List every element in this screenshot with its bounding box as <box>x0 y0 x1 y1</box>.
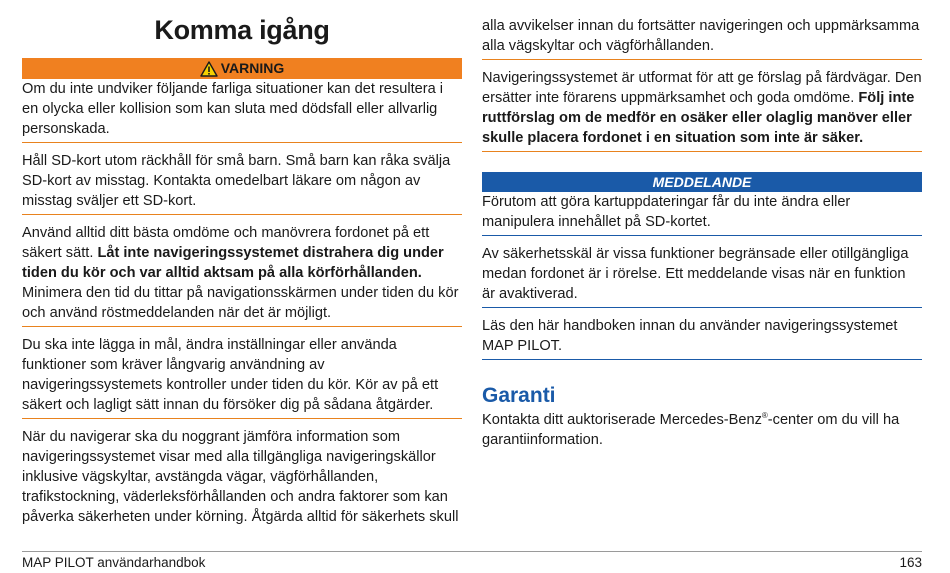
paragraph-text: Navigeringssystemet är utformat för att ge förslag på färdvägar. Den ersätter inte förarens uppmärksamhet och goda omdöme. <box>482 70 922 106</box>
warning-paragraph: Om du inte undviker följande farliga situationer kan det resultera i en olycka eller kollision som kan sluta med dödsfall eller allvarlig personskada. <box>22 79 462 143</box>
paragraph-text: -center om du vill ha garantiinformation. <box>482 412 900 448</box>
registered-mark: ® <box>761 411 768 421</box>
left-column <box>22 0 462 530</box>
paragraph-bold-text: Låt inte navigeringssystemet distrahera dig under tiden du kör och var alltid aktsam på alla körförhållanden. <box>22 245 444 281</box>
paragraph-text: Minimera den tid du tittar på navigationsskärmen under tiden du kör och använd röstmeddelanden när det är möjligt. <box>22 285 459 321</box>
warning-paragraph-continued: alla avvikelser innan du fortsätter navigeringen och uppmärksamma alla vägskyltar och vägförhållanden. <box>482 16 922 60</box>
warning-triangle-icon <box>200 61 218 77</box>
page-title: Komma igång <box>154 15 330 45</box>
warning-label: VARNING <box>220 60 285 76</box>
paragraph-bold-text: Följ inte ruttförslag om de medför en osäker eller olaglig manöver eller skulle placera fordonet i en situation som inte är säker. <box>482 90 915 146</box>
warning-banner <box>22 58 462 79</box>
notice-paragraph: Läs den här handboken innan du använder navigeringssystemet MAP PILOT. <box>482 316 922 360</box>
footer-manual-title: MAP PILOT användarhandbok <box>22 555 206 570</box>
notice-paragraph: Förutom att göra kartuppdateringar får du inte ändra eller manipulera innehållet på SD-kortet. <box>482 192 922 236</box>
warning-paragraph: Håll SD-kort utom räckhåll för små barn. Små barn kan råka svälja SD-kort av misstag. Kontakta omedelbart läkare om någon av misstag sväljer ett SD-kort. <box>22 151 462 215</box>
footer-divider <box>22 551 922 552</box>
warning-paragraph: Du ska inte lägga in mål, ändra inställningar eller använda funktioner som kräver långvarig användning av navigeringssystemets kontroller under tiden du kör. Kör av på ett säkert och lagligt sätt innan du försöker dig på sådana åtgärder. <box>22 335 462 419</box>
paragraph-text: Använd alltid ditt bästa omdöme och manövrera fordonet på ett säkert sätt. <box>22 225 430 261</box>
warning-paragraph-continued <box>482 68 922 152</box>
warning-paragraph <box>22 223 462 327</box>
right-column <box>482 16 922 453</box>
notice-banner: MEDDELANDE <box>482 172 922 192</box>
notice-paragraph: Av säkerhetsskäl är vissa funktioner begränsade eller otillgängliga medan fordonet är i rörelse. Ett meddelande visas när en funktion är avaktiverad. <box>482 244 922 308</box>
warranty-heading: Garanti <box>482 384 556 407</box>
warning-paragraph: När du navigerar ska du noggrant jämföra information som navigeringssystemet visar med alla tillgängliga navigeringskällor inklusive vägskyltar, avstängda vägar, vägförhållanden, trafikstockning, väderleksförhållanden och andra faktorer som kan påverka säkerheten under körning. Åtgärda alltid för säkerhets skull <box>22 429 459 525</box>
warranty-paragraph <box>482 410 922 453</box>
paragraph-text: Kontakta ditt auktoriserade Mercedes-Benz <box>482 412 762 428</box>
page-number: 163 <box>899 555 922 570</box>
